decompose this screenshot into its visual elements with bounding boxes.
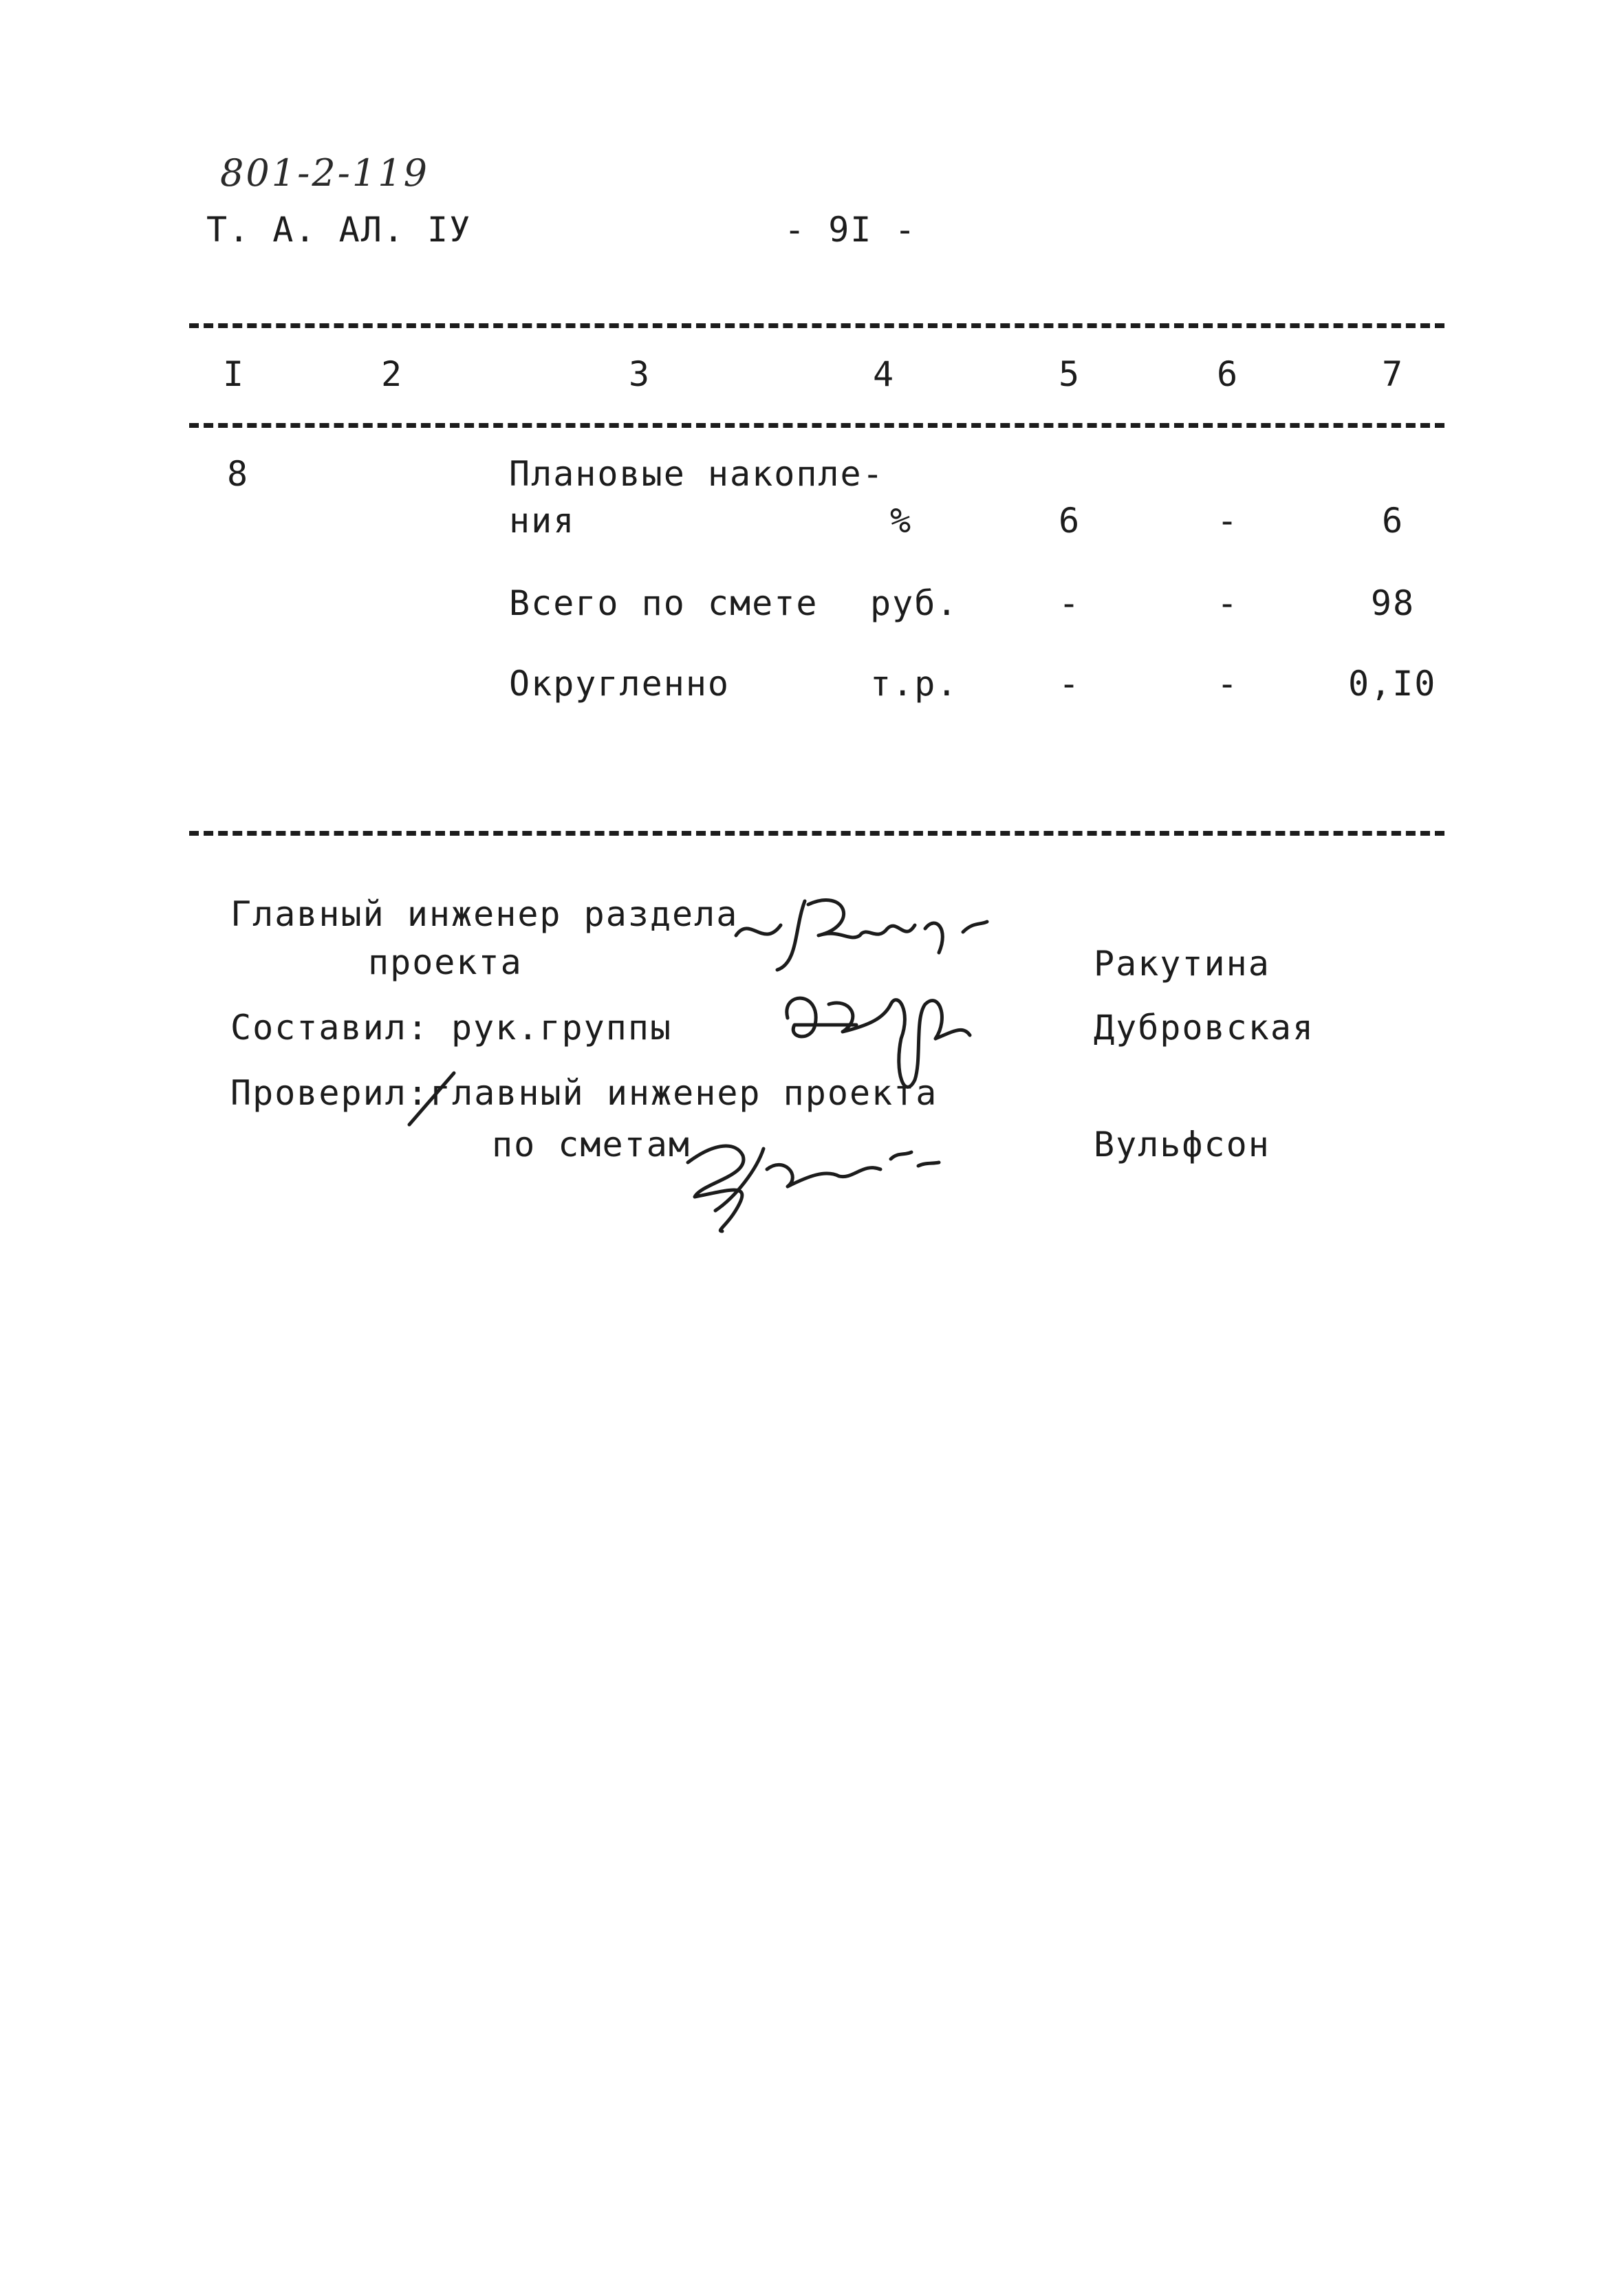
- signature-vulfson: [674, 1121, 963, 1238]
- album-reference: Т. А. АЛ. IУ: [206, 210, 472, 250]
- row-col7: 0,I0: [1348, 664, 1437, 704]
- chief-engineer-label-1: Главный инженер раздела: [230, 894, 739, 934]
- checked-label-1b: главный инженер проекта: [430, 1073, 938, 1113]
- row-col5: 6: [1058, 501, 1081, 541]
- col-number-1: I: [222, 354, 246, 394]
- table-bottom-rule: [189, 831, 1444, 836]
- checked-label-2: по сметам: [492, 1125, 691, 1165]
- checked-label-1: Проверил:: [230, 1073, 429, 1113]
- row-col5: -: [1058, 583, 1081, 623]
- col-number-4: 4: [872, 354, 896, 394]
- row-col6: -: [1216, 501, 1239, 541]
- col-number-2: 2: [380, 354, 404, 394]
- checked-name: Вульфсон: [1094, 1125, 1270, 1165]
- table-top-rule: [189, 323, 1444, 328]
- row-col7: 6: [1381, 501, 1405, 541]
- table-header-rule: [189, 423, 1444, 428]
- row-unit: т.р.: [870, 664, 959, 704]
- row-name: Всего по смете: [509, 583, 819, 623]
- row-unit: руб.: [870, 583, 959, 623]
- compiled-name: Дубровская: [1094, 1008, 1315, 1048]
- row-name: Округленно: [509, 664, 730, 704]
- chief-engineer-label-2: проекта: [368, 942, 523, 982]
- page-number: - 9I -: [784, 210, 917, 250]
- row-col5: -: [1058, 664, 1081, 704]
- col-number-6: 6: [1216, 354, 1239, 394]
- col-number-7: 7: [1381, 354, 1405, 394]
- col-number-3: 3: [628, 354, 651, 394]
- checked-tick-mark: [389, 1066, 471, 1135]
- row-col7: 98: [1370, 583, 1416, 623]
- signature-dubrovskaya: [774, 977, 1021, 1114]
- chief-engineer-name: Ракутина: [1094, 944, 1270, 984]
- row-col6: -: [1216, 583, 1239, 623]
- row-name-line-2: ния: [509, 501, 576, 541]
- col-number-5: 5: [1058, 354, 1081, 394]
- compiled-label: Составил: рук.группы: [230, 1008, 673, 1048]
- handwritten-code: 801-2-119: [220, 151, 429, 195]
- row-number: 8: [227, 454, 250, 494]
- row-unit: %: [889, 501, 913, 541]
- row-col6: -: [1216, 664, 1239, 704]
- row-name-line-1: Плановые накопле-: [509, 454, 885, 494]
